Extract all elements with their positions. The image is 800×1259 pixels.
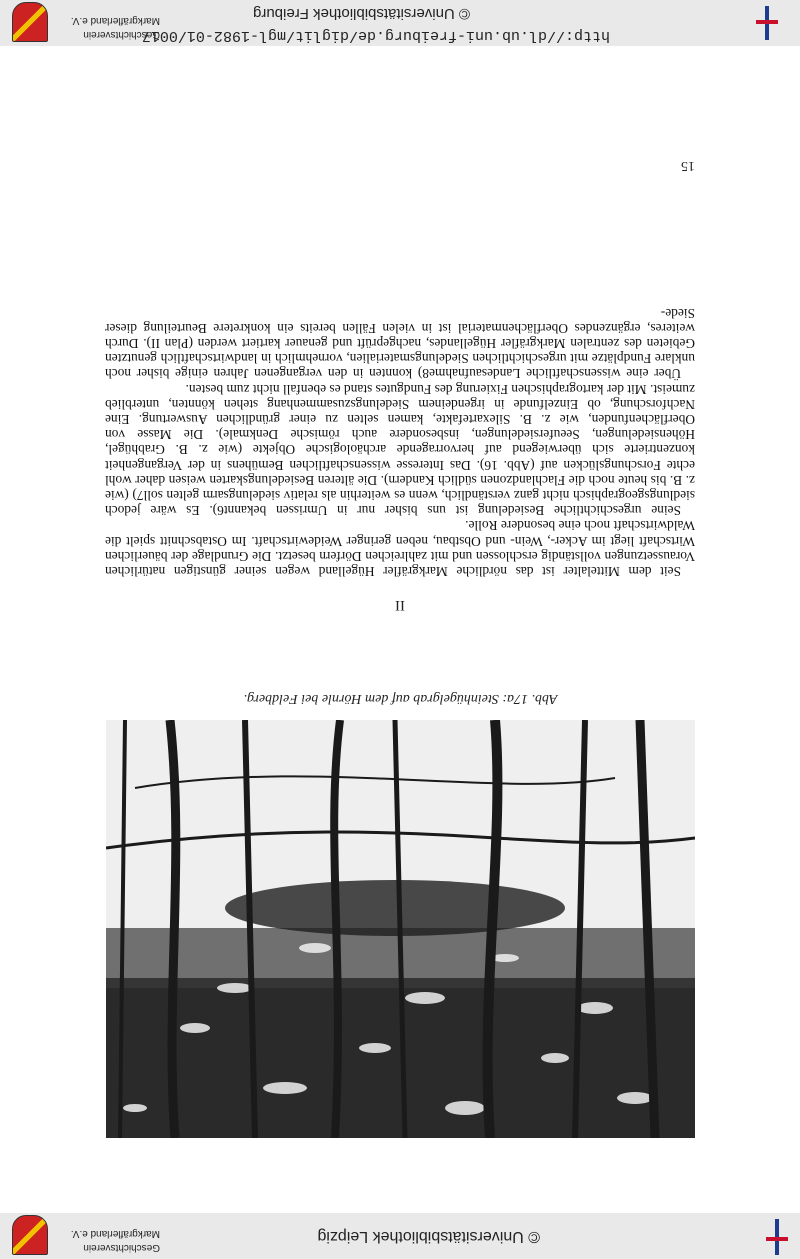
paragraph: Seine urgeschichtliche Besiedelung ist uns bisher nur in Umrissen bekannt6). Es wäre jedoch siedlungsgeographisch nicht ganz verständlich, wenn es weiterhin als relativ siedelungsarm gelten soll7) (wie z. B. bis heute noch die Flachlandzonen südlich Kandern). Die älteren Besiedelungskarten weisen daher wohl echte Forschungslücken auf (Abb. 16). Das Interesse wissenschaftlichen Bemühens in der Vergangenheit konzentrierte sich überwiegend auf hervorragende archäologische Objekte (wie z. B. Grabhügel, Höhensiedelungen, Seeufersiedelungen, insbesondere auch römische Denkmale). Die Masse von Oberflächenfunden, wie z. B. Silexartefakte, kamen selten zu einer gründlichen Auswertung. Eine Nachforschung, ob Einzelfunde in irgendeinem Siedelungszusammenhang stehen könnten, unterblieb zumeist. Mit der kartographischen Fixierung des Fundgutes stand es ebenfall nicht zum besten. [105,381,695,519]
university-library-logo-icon [756,4,778,40]
section-heading: II [395,597,405,613]
society-name-line1: Geschichtsverein [83,1242,160,1253]
figure-photograph [106,720,695,1138]
paragraph: Über eine wissenschaftliche Landesaufnahme8) konnten in den vergangenen Jahren einige bisher noch unklare Fundplätze mit urgeschichtlichen Siedelungsmaterialien, vornehmlich in landwirtschaftlich genutzten Gebieten des zentralen Markgräfler Hügellandes, nachgeprüft und genauer kartiert werden (Plan II). Durch weiteres, ergänzendes Oberflächenmaterial ist in vielen Fällen bereits ein konkretere Beurteilung dieser Siede- [105,305,695,382]
library-copyright-freiburg: © Universitätsbibliothek Freiburg [253,5,470,22]
footer-bar [0,1213,800,1259]
library-copyright: © Universitätsbibliothek Leipzig [317,1228,540,1245]
society-logo-icon [12,1215,48,1255]
body-text [105,305,695,579]
society-logo-icon [12,2,48,42]
paragraph: Seit dem Mittelalter ist das nördliche Markgräfler Hügelland wegen seiner günstigen natürlichen Voraussetzungen vollständig erschlossen und mit zahlreichen Dörfern besetzt. Die Grundlage der bäuerlichen Wirtschaft liegt im Acker-, Wein- und Obstbau, neben geringer Weidewirtschaft. Im Ostabschnitt spielt die Waldwirtschaft noch eine besondere Rolle. [105,518,695,579]
university-library-logo-icon [766,1219,788,1255]
society-name-line2: Markgräflerland e.V. [70,15,160,26]
source-url[interactable]: http://dl.ub.uni-freiburg.de/diglit/mgl-1982-01/0017 [141,27,610,44]
figure-caption: Abb. 17a: Steinhügelgrab auf dem Hörnle bei Feldberg. [243,691,558,706]
header-bar [0,0,800,46]
page-number: 15 [681,158,695,173]
society-name-line2: Markgräflerland e.V. [70,1228,160,1239]
society-name-line1: Geschichtsverein [83,29,160,40]
